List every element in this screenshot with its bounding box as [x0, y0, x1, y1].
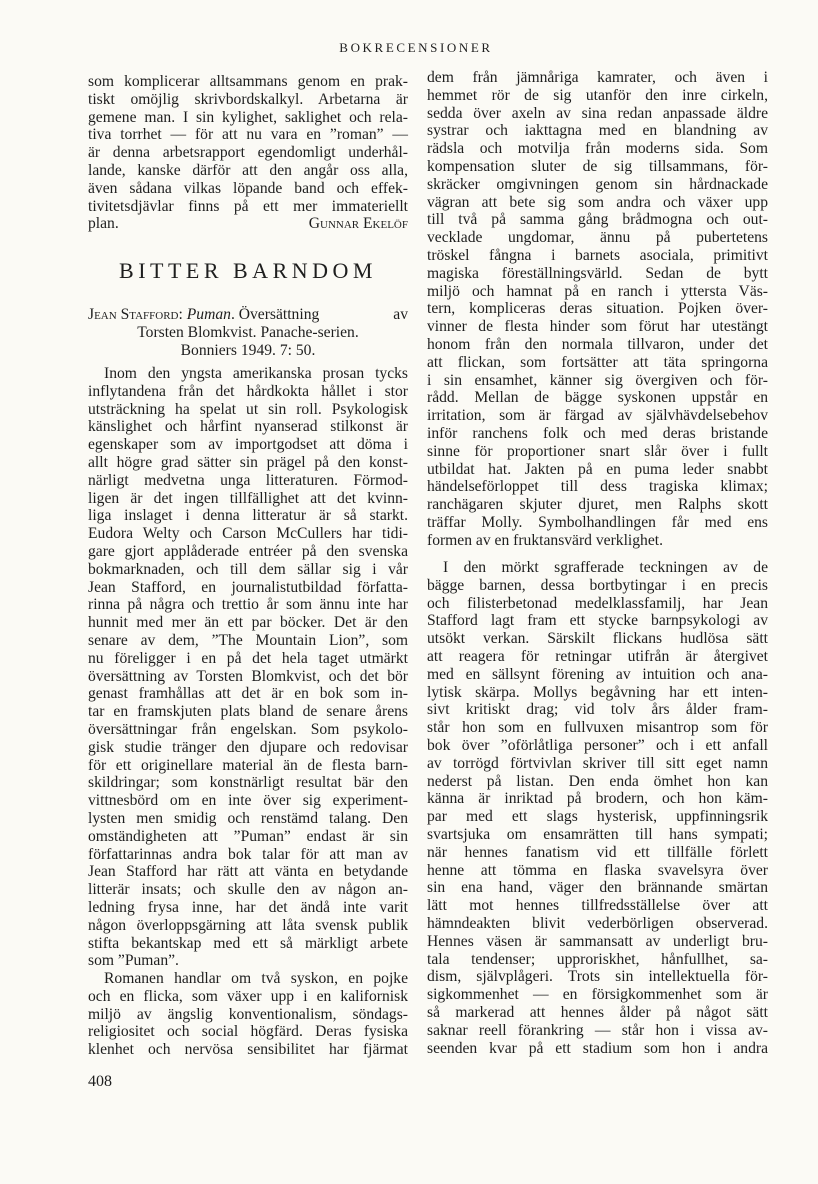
text-line: inför ranchens folk och med deras bristande: [427, 424, 768, 442]
page-number: 408: [88, 1073, 112, 1090]
text-line: systrar och iakttagna med en blandning av: [427, 122, 768, 140]
text-line: Inom den yngsta amerikanska prosan tycks: [104, 365, 408, 382]
text-line: författarinnas andra bok talar för att man av: [88, 845, 408, 863]
text-line: hämndeakten blivit vederbörligen observerad.: [427, 914, 768, 932]
text-line: omständigheten att ”Puman” endast är sin: [88, 827, 408, 845]
text-line: för ett originellare material än de flesta barn-: [88, 756, 408, 774]
text-line: senare av dem, ”The Mountain Lion”, som: [88, 631, 408, 649]
text-line: honom från den normala tillvaron, under det: [427, 335, 768, 353]
book-citation: [88, 306, 408, 359]
text-line: Eudora Welty och Carson McCullers har tidi-: [88, 525, 408, 543]
text-line: Jean Stafford har rätt att vänta en betydande: [88, 863, 408, 881]
citation-colon: :: [178, 306, 183, 323]
text-line: inflytandena från det hårdkokta hållet i stor: [88, 382, 408, 400]
text-line: Jean Stafford, en journalistutbildad författa-: [88, 578, 408, 596]
text-line: av torrögd förtvivlan skriver till sitt eget namn: [427, 754, 768, 772]
text-line: kompensation sluter de sig tillsammans, för-: [427, 157, 768, 175]
text-line: lysten men smidig och renstämd talang. Den: [88, 809, 408, 827]
text-line: ligen är det ingen tillfällighet att det kvinn-: [88, 489, 408, 507]
text-line: översättningar från engelskan. Som psykolo-: [88, 720, 408, 738]
text-line: även sådana vilkas löpande band och effek-: [88, 179, 408, 197]
text-line: står hon som en fullvuxen misantrop som för: [427, 719, 768, 737]
citation-text: . Översättning: [230, 306, 320, 323]
text-line: tröskel fångna i barnets asociala, primitivt: [427, 246, 768, 264]
text-line: dem från jämnåriga kamrater, och även i: [427, 69, 768, 86]
text-line: Romanen handlar om två syskon, en pojke: [104, 970, 408, 988]
text-line: bok över ”oförlåtliga personer” och i ett anfall: [427, 736, 768, 754]
text-line: vecklade ungdomar, ännu på pubertetens: [427, 229, 768, 247]
running-head: BOKRECENSIONER: [339, 40, 493, 55]
text-line: svartsjuka om ensamrätten till hans sympati;: [427, 825, 768, 843]
text-line: känna är inriktad på brodern, och hon käm-: [427, 790, 768, 808]
text-line: litterär insats; och skulle den av någon an-: [88, 881, 408, 899]
text-line: saknar reell förankring — står hon i vissa av-: [427, 1021, 768, 1039]
paragraph: [427, 559, 768, 1057]
text-line: och en flicka, som växer upp i en kalifornisk: [88, 987, 408, 1005]
text-line: tiskt omöjlig skrivbordskalkyl. Arbetarna är: [88, 90, 408, 108]
article-heading: BITTER BARNDOM: [119, 258, 377, 283]
text-line: lande, kanske därför att den angår oss alla,: [88, 161, 408, 179]
previous-review-ending: [88, 73, 408, 233]
review-body-right: [427, 69, 768, 550]
text-line: är denna arbetsrapport egendomligt underhål-: [88, 144, 408, 162]
text-line: utsökt verkan. Särskilt flickans hudlösa sätt: [427, 630, 768, 648]
text-line: magiska föreställningsvärld. Sedan de bytt: [427, 264, 768, 282]
text-line: plan.: [88, 215, 119, 233]
text-line: översättning av Torsten Blomkvist, och det bör: [88, 667, 408, 685]
text-line: tivitetsdjävlar finns på ett mer immateriellt: [88, 197, 408, 215]
text-line: så markerad att hennes ålder på något sätt: [427, 1003, 768, 1021]
text-line: Stafford lagt fram ett stycke barnpsykologi av: [427, 612, 768, 630]
text-line: sinne för proportioner snart slår över i fullt: [427, 442, 768, 460]
text-line: genast framhållas att det är en bok som in-: [88, 685, 408, 703]
paragraph: [88, 970, 408, 1059]
citation-translator: Torsten Blomkvist. Panache-serien.: [137, 323, 359, 341]
text-line: händelseförloppet till dess tragiska klimax;: [427, 478, 768, 496]
text-line: ranchägaren skjuter djuret, men Ralphs skott: [427, 496, 768, 514]
text-line: tala tendenser; upproriskhet, hånfullhet, sa-: [427, 950, 768, 968]
text-line: att flickan, som fortsätter att täta springorna: [427, 353, 768, 371]
text-line: som komplicerar alltsammans genom en prak-: [88, 73, 408, 90]
text-line: hunnit med mer än ett par böcker. Det är den: [88, 614, 408, 632]
text-line: klenhet och nervösa sensibilitet har fjärmat: [88, 1041, 408, 1059]
text-line: vinner de flesta hinder som förut har utestängt: [427, 318, 768, 336]
text-line: sin ena hand, väger den brännande smärtan: [427, 879, 768, 897]
text-line: någon överloppsgärning att låta svensk publik: [88, 916, 408, 934]
text-line: formen av en fruktansvärd verklighet.: [427, 531, 663, 549]
text-line: gare gjort applåderade entréer på den svenska: [88, 542, 408, 560]
citation-publisher: Bonniers 1949. 7: 50.: [180, 341, 316, 359]
text-line: när hennes fanatism vid ett tillfälle förlett: [427, 843, 768, 861]
book-author: Jean Stafford: [88, 306, 179, 323]
text-line: tiva torrhet — för att nu vara en ”roman” —: [88, 126, 408, 144]
review-signature: Gunnar Ekelöf: [308, 215, 408, 233]
text-line: par med ett slags hysterisk, uppfinningsrik: [427, 808, 768, 826]
text-line: skildringar; som konstnärligt resultat bär den: [88, 774, 408, 792]
paragraph: [88, 73, 408, 215]
text-line: sedda över axeln av sina redan anpassade äldre: [427, 104, 768, 122]
text-line: i sin ensamhet, känner sig övergiven och för-: [427, 371, 768, 389]
text-line: nu föreligger i en på det hela taget utmärkt: [88, 649, 408, 667]
text-line: lätt mot hennes tillfredsställelse över att: [427, 897, 768, 915]
text-line: rinna på några och trettio år som ännu inte har: [88, 596, 408, 614]
text-line: gemene man. I sin kylighet, saklighet och rela-: [88, 108, 408, 126]
book-title: Puman: [186, 306, 231, 323]
text-line: skräcker omgivningen genom sin hårdnackade: [427, 175, 768, 193]
text-line: bokmarknaden, och till dem sällar sig i vår: [88, 560, 408, 578]
text-line: Hennes väsen är sammansatt av underligt bru-: [427, 932, 768, 950]
text-line: miljö och hamnat på en ranch i yttersta Väs-: [427, 282, 768, 300]
text-line: stifta bekantskap med ett så märkligt arbete: [88, 934, 408, 952]
review-body-right-continued: [427, 559, 768, 1057]
text-line: rådd. Mellan de bägge syskonen uppstår en: [427, 389, 768, 407]
text-line: gisk studie tränger den djupare och redovisar: [88, 738, 408, 756]
signature-line: [88, 215, 408, 233]
text-line: lytisk skärpa. Mollys begåvning har ett inten-: [427, 683, 768, 701]
text-line: hemmet rör de sig utanför den inre cirkeln,: [427, 86, 768, 104]
text-line: som ”Puman”.: [88, 952, 179, 970]
text-line: sigkommenhet — en försigkommenhet som är: [427, 986, 768, 1004]
text-line: liga inslaget i denna litteratur är så starkt.: [88, 507, 408, 525]
text-line: närligt medvetna unga litteraturen. Förmod-: [88, 471, 408, 489]
text-line: med en sällsynt förening av intuition och ana-: [427, 665, 768, 683]
text-line: allt högre grad sätter sin prägel på den konst-: [88, 453, 408, 471]
text-line: och filisterbetonad medelklassfamilj, har Jean: [427, 594, 768, 612]
text-line: irritation, som är färgad av självhävdelsebehov: [427, 407, 768, 425]
text-line: tar en framskjuten plats bland de senare årens: [88, 703, 408, 721]
text-line: bägge barnen, dessa bortbytingar i en precis: [427, 576, 768, 594]
text-line: miljö av ängslig konventionalism, söndags-: [88, 1005, 408, 1023]
text-line: dism, självplågeri. Trots sin intellektuella för-: [427, 968, 768, 986]
text-line: nederst på listan. Den enda ömhet hon kan: [427, 772, 768, 790]
text-line: rädsla och motvilja från moderns sida. Som: [427, 140, 768, 158]
text-line: utbildat hat. Jakten på en puma leder snabbt: [427, 460, 768, 478]
citation-text: av: [393, 306, 408, 323]
text-line: henne att tömma en flaska svavelsyra över: [427, 861, 768, 879]
text-line: utsträckning ha spelat ut sin roll. Psykologisk: [88, 400, 408, 418]
paragraph: [427, 69, 768, 550]
text-line: träffar Molly. Symbolhandlingen får med ens: [427, 513, 768, 531]
text-line: känslighet och hårfint nyanserad stilkonst är: [88, 418, 408, 436]
text-line: sivt kritiskt drag; vid tolv års ålder fram-: [427, 701, 768, 719]
text-line: I den mörkt sgrafferade teckningen av de: [443, 559, 768, 576]
text-line: ledning frysa inne, har det ändå inte varit: [88, 898, 408, 916]
text-line: vägran att bete sig som andra och växer upp: [427, 193, 768, 211]
review-body-left: [88, 365, 408, 1059]
text-line: egenskaper som av importgodset att döma i: [88, 436, 408, 454]
text-line: till två på samma gång brådmogna och out-: [427, 211, 768, 229]
paragraph: [88, 365, 408, 970]
text-line: att reagera för retningar utifrån är återgivet: [427, 647, 768, 665]
text-line: seenden kvar på ett stadium som hon i andra: [427, 1039, 768, 1057]
text-line: vittnesbörd om en inte över sig experiment-: [88, 792, 408, 810]
text-line: tern, kompliceras deras situation. Pojken över-: [427, 300, 768, 318]
text-line: religiositet och social högfärd. Deras fysiska: [88, 1023, 408, 1041]
